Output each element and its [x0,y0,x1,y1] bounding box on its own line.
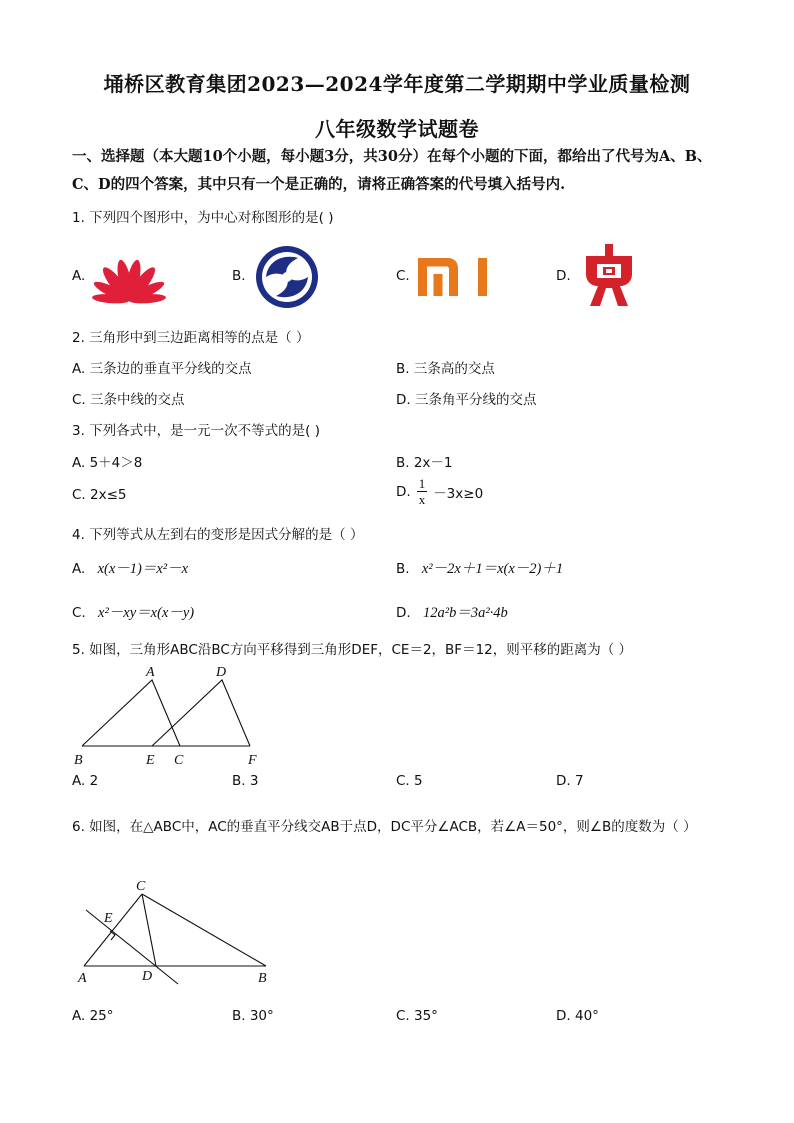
label-d: D [142,969,153,984]
label-e: E [104,911,113,926]
q5-option-d: D. 7 [556,773,584,789]
label-c: C [136,879,146,894]
q4-option-a-label: A. [72,561,86,577]
q2-option-a: A. 三条边的垂直平分线的交点 [72,361,252,377]
q4-option-b-label: B. [396,561,410,577]
label-b: B [74,753,83,768]
q4-option-c [72,601,194,622]
question-3-stem: 3. 下列各式中，是一元一次不等式的是( ) [72,423,320,439]
q3-option-d-label: D. [396,483,411,500]
q3-option-d-rest: －3x≥0 [433,485,484,502]
q6-option-c: C. 35° [396,1008,438,1024]
q4-option-d-expr: 12a²b＝3a²·4b [422,605,508,621]
q4-option-b-expr: x²－2x＋1＝x(x－2)＋1 [421,561,564,577]
triangle-bisector-figure [70,874,280,990]
q1-option-a-label: A. [72,268,86,284]
q5-option-a: A. 2 [72,773,99,789]
q1-option-d-label: D. [556,268,571,284]
question-2-stem: 2. 三角形中到三边距离相等的点是（ ） [72,330,310,346]
q5-option-b: B. 3 [232,773,259,789]
fraction-denominator: x [418,492,426,507]
dongfeng-logo-icon [254,244,320,310]
label-f: F [248,753,257,768]
side-cb [142,894,266,966]
q3-option-b: B. 2x－1 [396,455,453,471]
q3-option-c: C. 2x≤5 [72,487,127,503]
translation-triangles-figure [66,660,276,770]
q2-option-c: C. 三条中线的交点 [72,392,185,408]
label-a: A [78,971,87,986]
q2-option-d: D. 三条角平分线的交点 [396,392,537,408]
question-6-stem: 6. 如图，在△ABC中，AC的垂直平分线交AB于点D，DC平分∠ACB，若∠A＝50°，则∠B的度数为（ ） [72,819,697,835]
q2-option-b: B. 三条高的交点 [396,361,495,377]
q1-option-c-label: C. [396,268,410,284]
q4-option-c-expr: x²－xy＝x(x－y) [98,605,195,621]
q6-option-a: A. 25° [72,1008,114,1024]
q4-option-a [72,557,188,578]
question-1-stem: 1. 下列四个图形中，为中心对称图形的是( ) [72,210,334,226]
q4-option-a-expr: x(x－1)＝x²－x [97,561,189,577]
label-e: E [146,753,155,768]
side-ac [84,894,142,966]
q4-option-c-label: C. [72,605,86,621]
xiaomi-logo-icon [418,258,490,296]
q4-option-d-label: D. [396,605,411,621]
section-one-instructions: 一、选择题（本大题10个小题，每小题3分，共30分）在每个小题的下面，都给出了代号为A、B、C、D的四个答案，其中只有一个是正确的，请将正确答案的代号填入括号内. [72,148,712,193]
q3-option-d-fraction [417,476,428,507]
huawei-logo-icon [90,246,168,304]
q6-option-d: D. 40° [556,1008,599,1024]
q3-option-d [396,476,483,507]
exam-title: 埇桥区教育集团2023—2024学年度第二学期期中学业质量检测 [103,72,691,96]
label-d: D [216,665,227,680]
bank-logo-icon [582,244,636,306]
question-4-stem: 4. 下列等式从左到右的变形是因式分解的是（ ） [72,527,364,543]
label-b: B [258,971,267,986]
q4-option-d [396,601,508,622]
q4-option-b [396,557,563,578]
triangle-def-sides [152,680,250,746]
label-c: C [174,753,184,768]
q3-option-a: A. 5＋4＞8 [72,455,143,471]
q1-option-b-label: B. [232,268,246,284]
question-5-stem: 5. 如图，三角形ABC沿BC方向平移得到三角形DEF，CE＝2，BF＝12，则平移的距离为（ ） [72,642,633,658]
q5-option-c: C. 5 [396,773,423,789]
triangle-abc-sides [82,680,180,746]
segment-dc [142,894,156,966]
label-a: A [146,665,155,680]
fraction-numerator: 1 [418,476,426,491]
q6-option-b: B. 30° [232,1008,274,1024]
exam-subtitle: 八年级数学试题卷 [315,117,479,141]
